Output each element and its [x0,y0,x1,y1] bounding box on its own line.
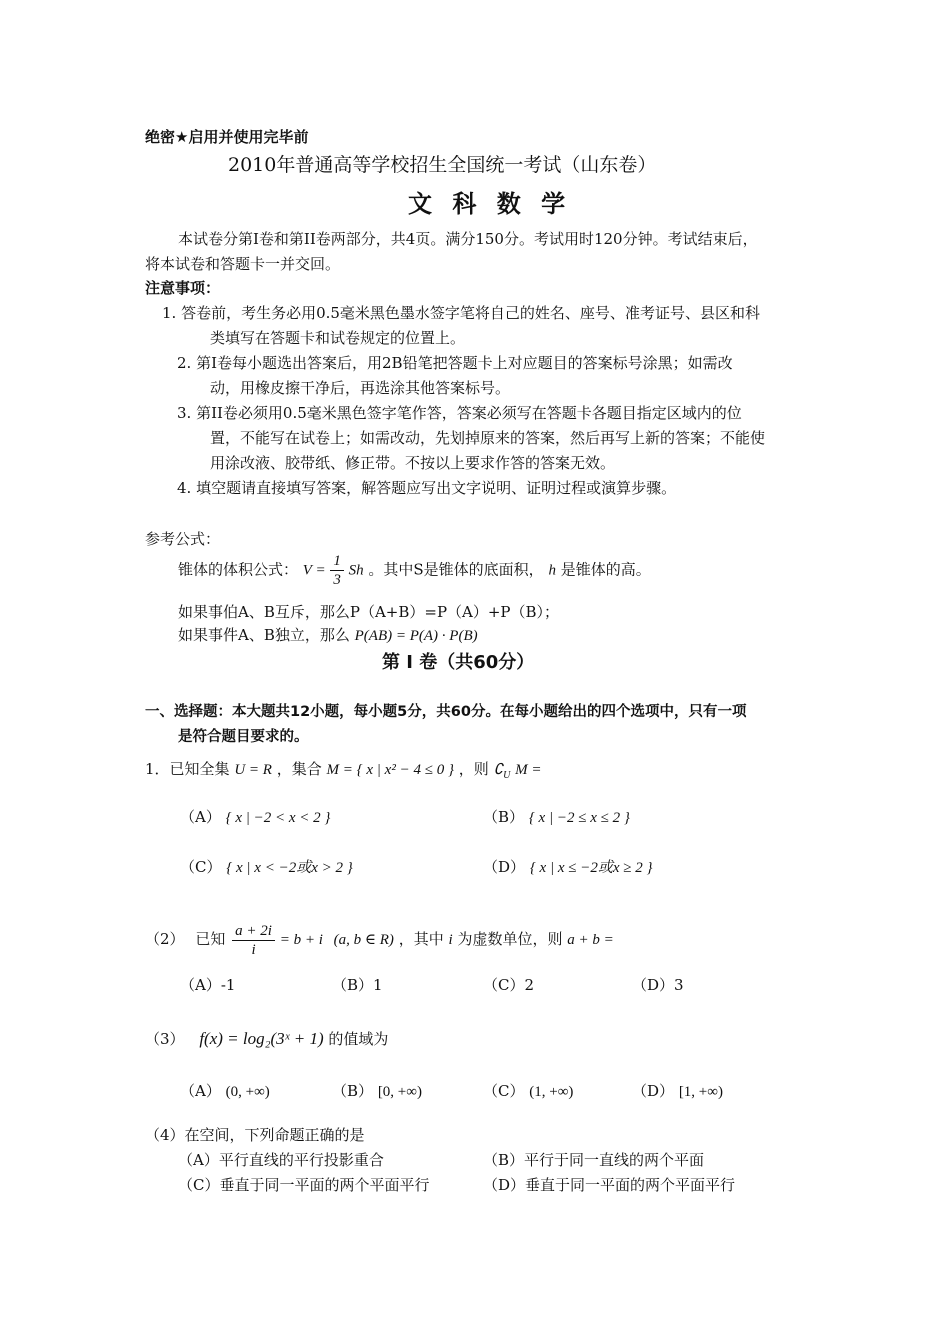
q3-option-a-label: （A） [180,1082,221,1100]
q3-option-a-text: (0, +∞) [225,1084,270,1100]
cone-formula [178,552,651,589]
q3-option-a[interactable] [180,1080,270,1101]
question-3-stem [145,1028,388,1049]
notice-item-2-cont: 动，用橡皮擦干净后，再选涂其他答案标号。 [210,379,511,397]
q4-option-b-text: 平行于同一直线的两个平面 [524,1151,705,1169]
q4-option-b[interactable] [483,1149,704,1170]
q1-option-a-text: { x | −2 < x < 2 } [225,810,331,826]
q2-ask: a + b = [567,932,614,948]
exam-title: 2010年普通高等学校招生全国统一考试（山东卷） [228,154,657,176]
q1-option-b-text: { x | −2 ≤ x ≤ 2 } [528,810,630,826]
q2-option-b[interactable] [332,974,383,995]
q1-option-a[interactable] [180,806,330,827]
q2-option-a-label: （A） [180,976,221,994]
q3-option-c[interactable] [483,1080,573,1101]
q2-fraction-num: a + 2i [232,922,275,941]
indep-expression: P(AB) = P(A) · P(B) [354,628,478,644]
q2-option-a[interactable] [180,974,235,995]
section-instruction-1: 一、选择题：本大题共12小题，每小题5分，共60分。在每小题给出的四个选项中，只有一项 [145,704,747,720]
cone-prefix: 锥体的体积公式： [178,560,299,579]
q3-function: f(x) = log₂(3ˣ + 1) [199,1029,324,1048]
notice-item-3-cont-a: 置，不能写在试卷上；如需改动，先划掉原来的答案，然后再写上新的答案；不能使 [210,429,766,447]
question-2-stem [145,898,614,959]
q2-option-b-text: 1 [373,976,383,994]
cone-fraction-den: 3 [333,572,341,588]
q1-complement: ∁ [493,762,504,778]
intro-line-2: 将本试卷和答题卡一并交回。 [145,255,341,273]
notice-item-1: 1. 答卷前，考生务必用0.5毫米黑色墨水签字笔将自己的姓名、座号、准考证号、县区和科 [162,304,760,322]
q2-imag-unit: i [448,932,453,948]
part-one-title: 第 Ⅰ 卷（共60分） [382,652,535,673]
cone-suffix-1: 。其中S是锥体的底面积， [368,560,544,579]
cone-fraction-num: 1 [330,552,344,571]
notice-item-1-cont: 类填写在答题卡和试卷规定的位置上。 [210,329,466,347]
notice-item-2: 2. 第I卷每小题选出答案后，用2B铅笔把答题卡上对应题目的答案标号涂黑；如需改 [177,354,733,372]
q3-option-d[interactable] [632,1080,723,1101]
q1-option-c-text: { x | x < −2或x > 2 } [226,860,353,876]
cone-fraction [330,552,344,589]
q2-text-b: 为虚数单位，则 [457,930,563,948]
q2-option-d-label: （D） [632,976,675,994]
q2-option-c-text: 2 [524,976,535,994]
q4-option-d[interactable] [483,1174,735,1195]
formula-heading: 参考公式： [145,530,221,548]
q1-stem-b: ，集合 [276,760,322,778]
q2-text-a: ，其中 [398,930,444,948]
q2-option-b-label: （B） [332,976,374,994]
q2-option-d-text: 3 [674,976,684,994]
q3-number: （3） [145,1030,185,1048]
q4-option-b-label: （B） [483,1151,525,1169]
q3-option-b-label: （B） [332,1082,374,1100]
q3-option-d-text: [1, +∞) [678,1084,723,1100]
question-1-stem [145,758,541,781]
q4-option-a-label: （A） [178,1151,219,1169]
indep-formula [178,624,478,645]
confidential-mark: 绝密★启用并使用完毕前 [145,128,309,146]
notice-heading: 注意事项： [145,279,221,297]
cone-suffix-2: 是锥体的高。 [560,560,651,579]
q3-option-b-text: [0, +∞) [377,1084,422,1100]
notice-item-3-cont-b: 用涂改液、胶带纸、修正带。不按以上要求作答的答案无效。 [210,454,616,472]
q1-complement-sub: U [503,770,511,781]
q4-option-c[interactable] [178,1174,430,1195]
section-instruction-2: 是符合题目要求的。 [178,729,309,745]
q2-condition: (a, b ∈ R) [333,932,394,948]
q1-option-b[interactable] [483,806,630,827]
q3-option-d-label: （D） [632,1082,675,1100]
q2-option-c-label: （C） [483,976,525,994]
q1-option-c[interactable] [180,856,353,877]
q1-option-d-text: { x | x ≤ −2或x ≥ 2 } [529,860,653,876]
q1-stem-c: ，则 [458,760,489,778]
cone-h: h [548,562,556,579]
q1-option-a-label: （A） [180,808,221,826]
q3-option-c-text: (1, +∞) [529,1084,574,1100]
indep-prefix: 如果事件A、B独立，那么 [178,626,350,644]
q1-universal-set: U = R [234,762,272,778]
q1-set-m: M = { x | x² − 4 ≤ 0 } [326,762,454,778]
q3-option-c-label: （C） [483,1082,525,1100]
notice-item-4: 4. 填空题请直接填写答案，解答题应写出文字说明、证明过程或演算步骤。 [177,479,677,497]
q2-fraction-den: i [251,941,256,958]
q1-option-c-label: （C） [180,858,222,876]
q2-rhs: = b + i [279,932,323,948]
q1-stem-e: M = [515,762,542,778]
q1-option-d[interactable] [483,856,653,877]
q4-option-a-text: 平行直线的平行投影重合 [218,1151,384,1169]
q1-option-b-label: （B） [483,808,525,826]
q2-option-c[interactable] [483,974,534,995]
mutex-formula: 如果事伯A、B互斥，那么P（A+B）=P（A）+P（B）； [178,603,560,621]
q4-option-c-label: （C） [178,1176,220,1194]
q4-option-d-text: 垂直于同一平面的两个平面平行 [525,1176,736,1194]
q4-option-a[interactable] [178,1149,384,1170]
q4-option-c-text: 垂直于同一平面的两个平面平行 [219,1176,430,1194]
q3-option-b[interactable] [332,1080,422,1101]
q2-fraction [232,922,275,959]
q2-number: （2） [145,930,185,948]
subject-title: 文 科 数 学 [408,190,572,218]
question-4-stem: （4）在空间，下列命题正确的是 [145,1126,365,1144]
q2-option-a-text: -1 [220,976,236,994]
q2-known: 已知 [195,930,226,948]
q3-text: 的值域为 [328,1030,389,1048]
q2-option-d[interactable] [632,974,684,995]
q1-option-d-label: （D） [483,858,526,876]
cone-rhs: Sh [348,562,364,579]
notice-item-3: 3. 第II卷必须用0.5毫米黑色签字笔作答，答案必须写在答题卡各题目指定区域内的位 [177,404,742,422]
q1-stem-a: 1．已知全集 [145,760,230,778]
q4-option-d-label: （D） [483,1176,526,1194]
cone-lhs: V = [302,562,326,579]
intro-line-1: 本试卷分第I卷和第II卷两部分，共4页。满分150分。考试用时120分钟。考试结束后， [178,230,758,248]
